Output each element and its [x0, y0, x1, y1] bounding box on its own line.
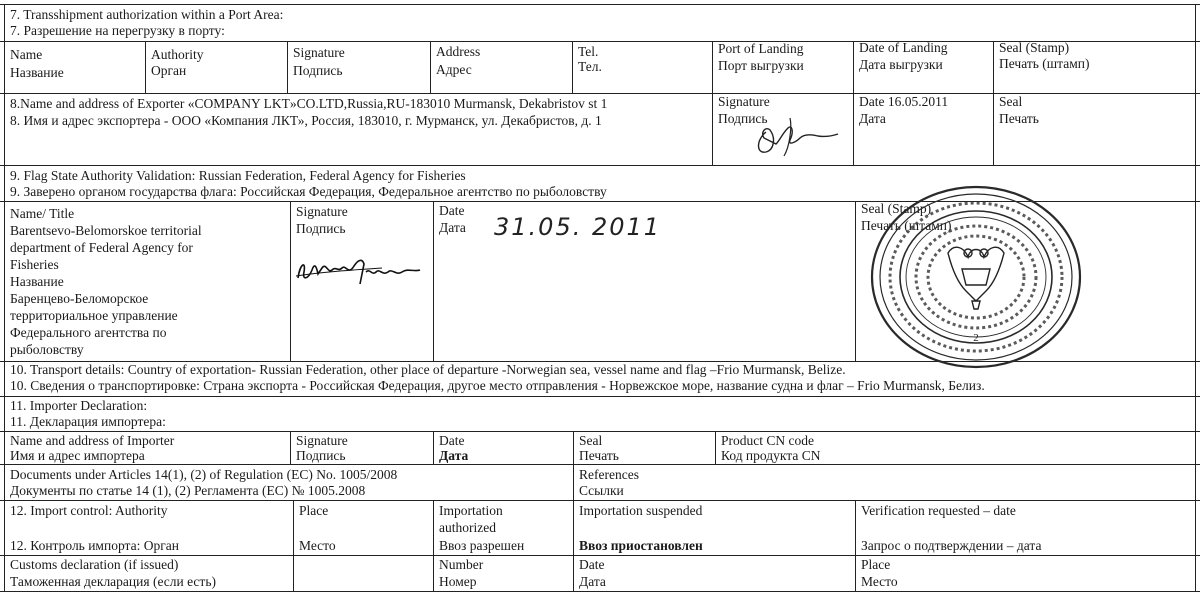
s12-authorized-en-2: authorized: [439, 520, 496, 535]
s9-signature-en: Signature: [296, 204, 348, 219]
section-10-transport-ru: 10. Сведения о транспортировке: Страна экспорта - Российская Федерация, другое место отправления - Норвежское море, название судна и флаг – Frio Murmansk, Белиз.: [10, 378, 985, 393]
s7-date-landing-en: Date of Landing: [859, 40, 948, 55]
rule: [145, 41, 146, 93]
customs-declaration-ru: Таможенная декларация (если есть): [10, 574, 216, 589]
rule: [290, 201, 291, 361]
rule: [430, 41, 431, 93]
s9-date-en: Date: [439, 203, 465, 218]
s12-verification-ru: Запрос о подтверждении – дата: [861, 538, 1042, 553]
s9-handwritten-date: 31.05. 2011: [494, 213, 662, 241]
s8-date-en: Date 16.05.2011: [859, 94, 949, 109]
s8-signature-ru: Подпись: [718, 111, 768, 126]
rule: [0, 555, 1200, 556]
rule: [293, 500, 294, 591]
rule: [573, 500, 574, 591]
s11-signature-ru: Подпись: [296, 448, 346, 463]
section-11-title-ru: 11. Декларация импортера:: [10, 414, 166, 429]
s7-seal-ru: Печать (штамп): [999, 56, 1090, 71]
s9-seal-en: Seal (Stamp): [861, 201, 932, 216]
rule: [0, 500, 1200, 501]
s7-signature-en: Signature: [293, 45, 345, 60]
s7-name-ru: Название: [10, 65, 64, 80]
section-7-title-ru: 7. Разрешение на перегрузку в порту:: [10, 23, 225, 38]
stamp-number: 2: [973, 332, 979, 344]
s7-tel-ru: Тел.: [578, 59, 602, 74]
rule: [287, 41, 288, 93]
s7-signature-ru: Подпись: [293, 63, 343, 78]
section-7-title-en: 7. Transshipment authorization within a Port Area:: [10, 7, 284, 22]
official-round-stamp: [868, 183, 1084, 373]
s7-port-ru: Порт выгрузки: [718, 58, 804, 73]
section-9-title-en: 9. Flag State Authority Validation: Russian Federation, Federal Agency for Fisheries: [10, 168, 466, 183]
section-10-transport-en: 10. Transport details: Country of exportation- Russian Federation, other place of departure -Norwegian sea, vessel name and flag –Frio Murmansk, Belize.: [10, 362, 846, 377]
s11-date-en: Date: [439, 433, 465, 448]
rule: [712, 41, 713, 165]
s12-place-ru: Место: [299, 538, 336, 553]
customs-date-ru: Дата: [579, 574, 606, 589]
s7-authority-en: Authority: [151, 47, 204, 62]
s11-documents-ru: Документы по статье 14 (1), (2) Регламента (ЕС) № 1005.2008: [10, 483, 366, 498]
s9-name-title-block: Name/ Title Barentsevo-Belomorskoe territorial department of Federal Agency for Fisheries Название Баренцево-Беломорское территориальное управление Федерального агентства по рыболовству: [10, 206, 202, 357]
s11-seal-en: Seal: [579, 433, 603, 448]
rule: [855, 500, 856, 591]
s11-cn-code-ru: Код продукта CN: [721, 448, 821, 463]
s12-place-en: Place: [299, 503, 329, 518]
customs-date-en: Date: [579, 557, 605, 572]
s7-port-en: Port of Landing: [718, 41, 804, 56]
s8-signature-en: Signature: [718, 94, 770, 109]
s7-authority-ru: Орган: [151, 63, 187, 78]
s12-authorized-ru: Ввоз разрешен: [439, 538, 525, 553]
rule: [993, 41, 994, 165]
customs-declaration-en: Customs declaration (if issued): [10, 557, 179, 572]
rule: [572, 41, 573, 93]
customs-place-en: Place: [861, 557, 891, 572]
rule: [4, 4, 5, 591]
s11-seal-ru: Печать: [579, 448, 619, 463]
s11-signature-en: Signature: [296, 433, 348, 448]
s11-importer-en: Name and address of Importer: [10, 433, 175, 448]
s11-references-en: References: [579, 467, 639, 482]
s9-signature-ru: Подпись: [296, 221, 346, 236]
rule: [0, 591, 1200, 592]
section-9-title-ru: 9. Заверено органом государства флага: Российская Федерация, Федеральное агентство по рыболовству: [10, 184, 607, 199]
section-8-exporter-ru: 8. Имя и адрес экспортера - ООО «Компания ЛКТ», Россия, 183010, г. Мурманск, ул. Декабристов, д. 1: [10, 113, 602, 128]
section-8-exporter-en: 8.Name and address of Exporter «COMPANY LKT»CO.LTD,Russia,RU-183010 Murmansk, Dekabristov st 1: [10, 96, 608, 111]
customs-number-en: Number: [439, 557, 484, 572]
rule: [433, 201, 434, 361]
rule: [573, 431, 574, 500]
s11-date-ru: Дата: [439, 448, 469, 463]
s8-seal-en: Seal: [999, 94, 1023, 109]
rule: [715, 431, 716, 464]
s7-tel-en: Tel.: [578, 44, 599, 59]
s11-documents-en: Documents under Articles 14(1), (2) of Regulation (EC) No. 1005/2008: [10, 467, 398, 482]
s7-seal-en: Seal (Stamp): [999, 40, 1070, 55]
rule: [0, 431, 1200, 432]
rule: [0, 4, 1200, 5]
s12-verification-en: Verification requested – date: [861, 503, 1016, 518]
s7-address-en: Address: [436, 44, 481, 59]
rule: [0, 165, 1200, 166]
s11-references-ru: Ссылки: [579, 483, 624, 498]
rule: [853, 41, 854, 165]
rule: [433, 500, 434, 591]
s12-suspended-en: Importation suspended: [579, 503, 703, 518]
s9-seal-ru: Печать (штамп): [861, 218, 952, 233]
s8-seal-ru: Печать: [999, 111, 1039, 126]
section-11-title-en: 11. Importer Declaration:: [10, 398, 148, 413]
rule: [433, 431, 434, 464]
s11-importer-ru: Имя и адрес импортера: [10, 448, 145, 463]
s7-address-ru: Адрес: [436, 62, 472, 77]
s9-date-ru: Дата: [439, 220, 466, 235]
rule: [290, 431, 291, 464]
flag-state-signature: [292, 250, 432, 290]
s7-name-en: Name: [10, 47, 43, 62]
rule: [855, 201, 856, 361]
exporter-signature: [752, 110, 842, 160]
rule: [1195, 4, 1196, 591]
rule: [0, 396, 1200, 397]
customs-number-ru: Номер: [439, 574, 477, 589]
s11-cn-code-en: Product CN code: [721, 433, 814, 448]
rule: [0, 464, 1200, 465]
s12-authority-ru: 12. Контроль импорта: Орган: [10, 538, 179, 553]
customs-place-ru: Место: [861, 574, 898, 589]
s12-authority-en: 12. Import control: Authority: [10, 503, 168, 518]
s12-authorized-en-1: Importation: [439, 503, 503, 518]
s7-date-landing-ru: Дата выгрузки: [859, 57, 943, 72]
s8-date-ru: Дата: [859, 111, 886, 126]
s12-suspended-ru: Ввоз приостановлен: [579, 538, 703, 553]
